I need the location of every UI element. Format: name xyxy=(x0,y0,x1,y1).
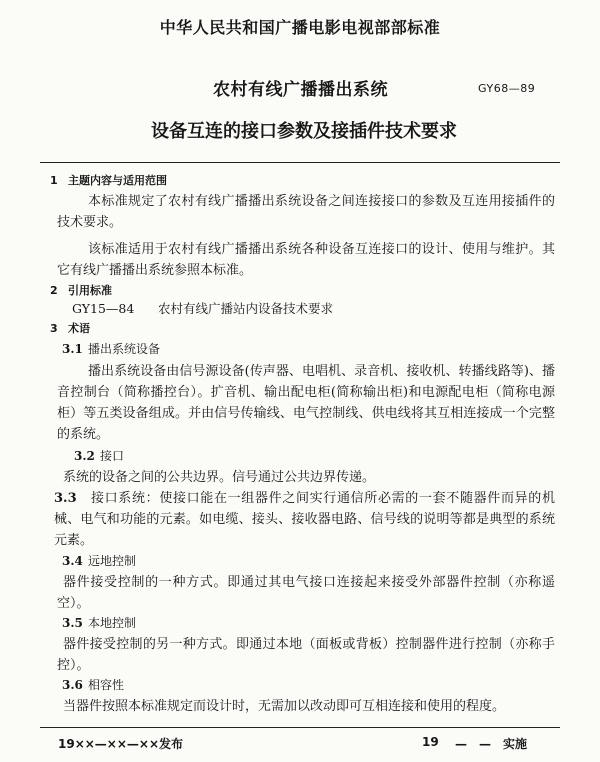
document-title: 农村有线广播播出系统 xyxy=(213,80,388,100)
term-title: 本地控制 xyxy=(88,616,137,630)
ministry-standard-heading: 中华人民共和国广播电影电视部部标准 xyxy=(159,18,441,37)
issue-date: 19××—××—××发布 xyxy=(58,737,184,751)
section-1-paragraph-2: 该标准适用于农村有线广播播出系统各种设备互连接口的设计、使用与维护。其它有线广播播出系统参照本标准。 xyxy=(57,242,555,278)
implementation-date: — — 实施 xyxy=(455,737,528,751)
term-3-2-text: 系统的设备之间的公共边界。信号通过公共边界传递。 xyxy=(63,470,376,485)
section-1-paragraph-1: 本标准规定了农村有线广播播出系统设备之间连接接口的参数及互连用接插件的技术要求。 xyxy=(57,194,555,230)
term-title: 播出系统设备 xyxy=(88,342,161,356)
term-3-3-paragraph xyxy=(54,488,555,551)
section-title: 术语 xyxy=(68,322,90,335)
page-number: 19 xyxy=(422,735,439,749)
term-title: 相容性 xyxy=(88,678,125,692)
term-3-2-heading xyxy=(74,448,124,464)
term-title: 接口 xyxy=(100,449,125,463)
section-number: 1 xyxy=(50,174,58,187)
term-number: 3.4 xyxy=(62,554,83,568)
term-number: 3.2 xyxy=(74,449,95,463)
term-3-5-heading xyxy=(62,615,136,631)
section-1-heading xyxy=(50,173,167,189)
section-title: 主题内容与适用范围 xyxy=(68,174,167,187)
section-title: 引用标准 xyxy=(68,284,112,297)
term-3-3-text: 使接口能在一组器件之间实行通信所必需的一套不随器件而异的机械、电气和功能的元素。如电缆、接头、接收器电路、信号线的说明等都是典型的系统元素。 xyxy=(54,491,555,548)
section-2-heading xyxy=(50,283,112,299)
term-3-1-heading xyxy=(62,341,160,357)
term-3-4-heading xyxy=(62,553,136,569)
term-number: 3.3 xyxy=(54,491,77,506)
section-number: 2 xyxy=(50,284,58,297)
section-number: 3 xyxy=(50,322,58,335)
term-title: 远地控制 xyxy=(88,554,137,568)
term-3-6-text: 当器件按照本标准规定而设计时，无需加以改动即可互相连接和使用的程度。 xyxy=(63,699,506,714)
term-3-4-text: 器件接受控制的一种方式。即通过其电气接口连接起来接受外部器件控制（亦称遥空）。 xyxy=(57,575,555,611)
term-3-5-text: 器件接受控制的另一种方式。即通过本地（面板或背板）控制器件进行控制（亦称手控）。 xyxy=(57,637,555,673)
term-title: 接口系统： xyxy=(90,491,160,506)
term-3-6-heading xyxy=(62,677,124,693)
section-3-heading xyxy=(50,321,90,337)
term-number: 3.6 xyxy=(62,678,83,692)
footer-divider xyxy=(40,727,560,728)
document-subtitle: 设备互连的接口参数及接插件技术要求 xyxy=(151,121,457,142)
reference-title: 农村有线广播站内设备技术要求 xyxy=(158,301,334,316)
term-number: 3.1 xyxy=(62,342,83,356)
term-3-1-text: 播出系统设备由信号源设备(传声器、电唱机、录音机、接收机、转播线路等)、播音控制台（简称播控台）。扩音机、输出配电柜(简称输出柜)和电源配电柜（简称电源柜）等五类设备组成。并由信号传输线、电气控制线、供电线将其互相连接成一个完整的系统。 xyxy=(57,364,555,442)
header-divider xyxy=(40,162,560,163)
term-number: 3.5 xyxy=(62,616,83,630)
reference-code: GY15—84 xyxy=(72,301,135,316)
standard-code: GY68—89 xyxy=(478,82,536,95)
